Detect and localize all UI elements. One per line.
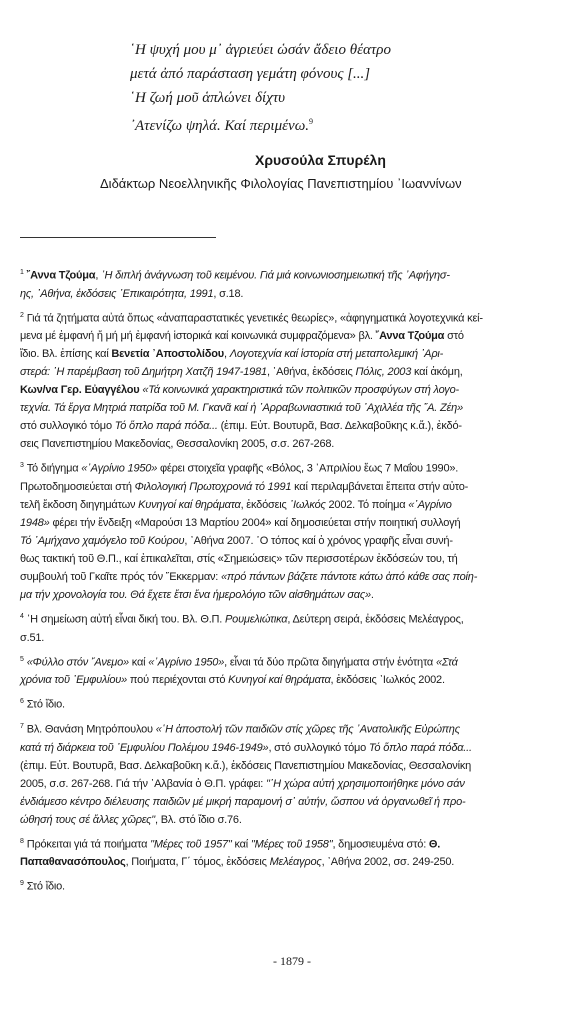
footnote-line bbox=[20, 399, 566, 417]
footnote-line bbox=[20, 285, 566, 303]
footnote-line bbox=[20, 671, 566, 689]
footnote-line bbox=[20, 811, 566, 829]
footnote-line bbox=[20, 833, 566, 854]
footnote-line bbox=[20, 327, 566, 345]
footnote-line bbox=[20, 875, 566, 896]
footnote-line bbox=[20, 739, 566, 757]
footnote-2 bbox=[20, 307, 566, 454]
footnote-text: χρόνια τοῦ ᾿Εμφυλίου» πού περιέχονται στό Κυνηγοί καί θηράματα, ἐκδόσεις ᾿Ιωλκός 2002. bbox=[20, 674, 445, 687]
footnote-line bbox=[20, 363, 566, 381]
footnote-line bbox=[20, 608, 566, 629]
footnote-text: στό συλλογικό τόμο Τό ὅπλο παρά πόδα... (ἐπιμ. Εὐτ. Βουτυρᾶ, Βασ. Δελκαβοῦκης κ.ἄ.), ἐκδό- bbox=[20, 420, 462, 433]
footnote-line bbox=[20, 532, 566, 550]
footnote-line bbox=[20, 514, 566, 532]
footnote-line bbox=[20, 718, 566, 739]
footnote-3 bbox=[20, 457, 566, 604]
footnote-text: θως τακτική τοῦ Θ.Π., καί ἐπικαλεῖται, στίς «Σημειώσεις» τῶν περισσοτέρων ἐκδόσεών του, τή bbox=[20, 552, 458, 565]
poem-line-text: ᾿Ατενίζω ψηλά. Καί περιμένω. bbox=[130, 118, 310, 134]
footnote-6 bbox=[20, 693, 566, 714]
footnote-text: ώθησή τους σέ ἄλλες χῶρες", Βλ. στό ἴδιο σ.76. bbox=[20, 813, 242, 826]
footnote-text: Κων/να Γερ. Εὐαγγέλου «Τά κοινωνικά χαρακτηριστικά τῶν πολιτικῶν προσφύγων στή λογο- bbox=[20, 384, 459, 397]
footnote-line bbox=[20, 457, 566, 478]
footnote-text: Στό ἴδιο. bbox=[26, 698, 65, 711]
author-name: Χρυσούλα Σπυρέλη bbox=[255, 152, 386, 168]
footnote-text: Τό ᾿Αμήχανο χαμόγελο τοῦ Κούρου, ᾿Αθήνα 2007. ῾Ο τόπος καί ὁ χρόνος γραφῆς εἶναι συνή- bbox=[20, 534, 453, 547]
footnote-number: 6 bbox=[20, 698, 24, 706]
footnote-line bbox=[20, 264, 566, 285]
footnote-text: τεχνία. Τά ἔργα Μητριά πατρίδα τοῦ Μ. Γκανᾶ καί ἡ ᾿Αρραβωνιαστικιά τοῦ ᾿Αχιλλέα τῆς ῞Α. Ζέη» bbox=[20, 402, 463, 415]
footnote-line bbox=[20, 381, 566, 399]
footnote-text: (ἐπιμ. Εὐτ. Βουτυρᾶ, Βασ. Δελκαβοῦκη κ.ἄ.), ἐκδόσεις Πανεπιστημίου Μακεδονίας, Θεσσαλονίκη bbox=[20, 759, 472, 772]
footnote-mark: 9 bbox=[309, 117, 314, 126]
footnote-text: ἐνδιάμεσο κέντρο διέλευσης παιδιῶν μέ μικρή παραμονή σ᾿ αὐτήν, ὥσπου νά ὀργανωθεῖ ἡ προ- bbox=[20, 795, 466, 808]
footnote-text: συμβουλή τοῦ Γκαῖτε πρός τόν ῎Εκκερμαν: «πρό πάντων βάζετε πάντοτε κάτω ἀπό κάθε σας ποίη- bbox=[20, 570, 478, 583]
footnote-number: 7 bbox=[20, 722, 24, 730]
footnote-1 bbox=[20, 264, 566, 303]
footnote-7 bbox=[20, 718, 566, 829]
footnote-text: Τό διήγημα «᾿Αγρίνιο 1950» φέρει στοιχεῖα γραφῆς «Βόλος, 3 ᾿Απριλίου ἕως 7 Μαΐου 1990». bbox=[26, 462, 459, 475]
footnote-text: ἴδιο. Βλ. ἐπίσης καί Βενετία ᾿Αποστολίδου, Λογοτεχνία καί ἱστορία στή μεταπολεμική ᾿Αρι- bbox=[20, 348, 444, 361]
footnote-number: 9 bbox=[20, 880, 24, 888]
footnote-text: μενα μέ ἐμφανή ἤ μή μή ἐμφανή ἱστορικά καί κοινωνικά συμφραζόμενα» βλ. ῎Αννα Τζούμα στό bbox=[20, 330, 464, 343]
footnote-text: ῎Αννα Τζούμα, ῾Η διπλή ἀνάγνωση τοῦ κειμένου. Γιά μιά κοινωνιοσημειωτική τῆς ᾿Αφήγησ- bbox=[26, 269, 450, 282]
footnote-9 bbox=[20, 875, 566, 896]
footnote-line bbox=[20, 757, 566, 775]
footnote-number: 2 bbox=[20, 311, 24, 319]
poem-line: ῾Η ζωή μοῦ ἁπλώνει δίχτυ bbox=[130, 90, 286, 106]
footnote-number: 5 bbox=[20, 655, 24, 663]
footnote-number: 1 bbox=[20, 269, 24, 276]
footnote-text: «Φύλλο στόν ῎Ανεμο» καί «᾿Αγρίνιο 1950», εἶναι τά δύο πρῶτα διηγήματα στήν ἑνότητα «Στά bbox=[26, 656, 458, 669]
footnote-text: ης, ᾿Αθήνα, ἐκδόσεις ᾿Επικαιρότητα, 1991, σ.18. bbox=[20, 287, 244, 300]
footnote-line bbox=[20, 478, 566, 496]
footnote-text: στερά: ῾Η παρέμβαση τοῦ Δημήτρη Χατζῆ 1947-1981, ᾿Αθήνα, ἐκδόσεις Πόλις, 2003 καί ἀκόμη, bbox=[20, 366, 463, 379]
footnote-text: 2005, σ.σ. 267-268. Γιά τήν ᾿Αλβανία ὁ Θ.Π. γράφει: "῾Η χώρα αὐτή χρησιμοποιήθηκε μόνο σάν bbox=[20, 777, 465, 790]
footnote-line bbox=[20, 693, 566, 714]
footnote-line bbox=[20, 550, 566, 568]
footnote-text: 1948» φέρει τήν ἔνδειξη «Μαρούσι 13 Μαρτίου 2004» καί δημοσιεύεται στήν ποιητική συλλογή bbox=[20, 516, 461, 529]
footnote-text: Πρωτοδημοσιεύεται στή Φιλολογική Πρωτοχρονιά τό 1991 καί περιλαμβάνεται ἔπειτα στήν αὐτο- bbox=[20, 480, 469, 493]
footnote-number: 8 bbox=[20, 837, 24, 845]
footnote-text: Βλ. Θανάση Μητρόπουλου «῾Η ἀποστολή τῶν παιδιῶν στίς χῶρες τῆς ᾿Ανατολικῆς Εὐρώπης bbox=[26, 723, 460, 736]
author-affiliation: Διδάκτωρ Νεοελληνικῆς Φιλολογίας Πανεπιστημίου ᾿Ιωαννίνων bbox=[100, 176, 462, 191]
footnotes-section bbox=[20, 264, 566, 900]
footnote-separator bbox=[20, 237, 216, 238]
footnote-line bbox=[20, 629, 566, 647]
footnote-text: Πρόκειται γιά τά ποιήματα "Μέρες τοῦ 1957" καί "Μέρες τοῦ 1958", δημοσιευμένα στό: Θ. bbox=[26, 838, 441, 851]
footnote-text: κατά τή διάρκεια τοῦ ᾿Εμφυλίου Πολέμου 1946-1949», στό συλλογικό τόμο Τό ὅπλο παρά πόδα... bbox=[20, 741, 472, 754]
footnote-text: Γιά τά ζητήματα αὐτά ὅπως «ἀναπαραστατικές γενετικές θεωρίες», «ἀφηγηματικά λογοτεχνικά κεί- bbox=[26, 312, 483, 325]
footnote-text: ῾Η σημείωση αὐτή εἶναι δική του. Βλ. Θ.Π. Ρουμελιώτικα, Δεύτερη σειρά, ἐκδόσεις Μελέαγρος, bbox=[26, 613, 464, 626]
footnote-4 bbox=[20, 608, 566, 647]
footnote-number: 3 bbox=[20, 462, 24, 470]
footnote-line bbox=[20, 651, 566, 672]
footnote-text: σ.51. bbox=[20, 631, 45, 644]
poem-line: ῾Η ψυχή μου μ᾿ ἀγριεύει ὡσάν ἄδειο θέατρο bbox=[130, 42, 391, 58]
page-number: - 1879 - bbox=[273, 954, 311, 968]
poem-line bbox=[130, 110, 550, 138]
poem-excerpt bbox=[130, 38, 550, 138]
footnote-line bbox=[20, 568, 566, 586]
footnote-line bbox=[20, 435, 566, 453]
footnote-line bbox=[20, 853, 566, 871]
footnote-number: 4 bbox=[20, 612, 24, 620]
footnote-8 bbox=[20, 833, 566, 872]
footnote-text: τελῆ ἔκδοση διηγημάτων Κυνηγοί καί θηράματα, ἐκδόσεις ᾿Ιωλκός 2002. Τό ποίημα «᾿Αγρίνιο bbox=[20, 498, 452, 511]
footnote-text: Στό ἴδιο. bbox=[26, 880, 65, 893]
footnote-line bbox=[20, 307, 566, 328]
footnote-text: Παπαθανασόπουλος, Ποιήματα, Γ΄ τόμος, ἐκδόσεις Μελέαγρος, ᾿Αθήνα 2002, σσ. 249-250. bbox=[20, 856, 455, 869]
poem-line: μετά ἀπό παράσταση γεμάτη φόνους [...] bbox=[130, 66, 371, 82]
footnote-5 bbox=[20, 651, 566, 690]
footnote-text: μα τήν χρονολογία του. Θά ἔχετε ἔτσι ἕνα ἡμερολόγιο τῶν αἰσθημάτων σας». bbox=[20, 588, 374, 601]
footnote-line bbox=[20, 496, 566, 514]
footnote-line bbox=[20, 586, 566, 604]
footnote-line bbox=[20, 775, 566, 793]
footnote-text: σεις Πανεπιστημίου Μακεδονίας, Θεσσαλονίκη 2005, σ.σ. 267-268. bbox=[20, 438, 335, 451]
footnote-line bbox=[20, 417, 566, 435]
footnote-line bbox=[20, 345, 566, 363]
footnote-line bbox=[20, 793, 566, 811]
